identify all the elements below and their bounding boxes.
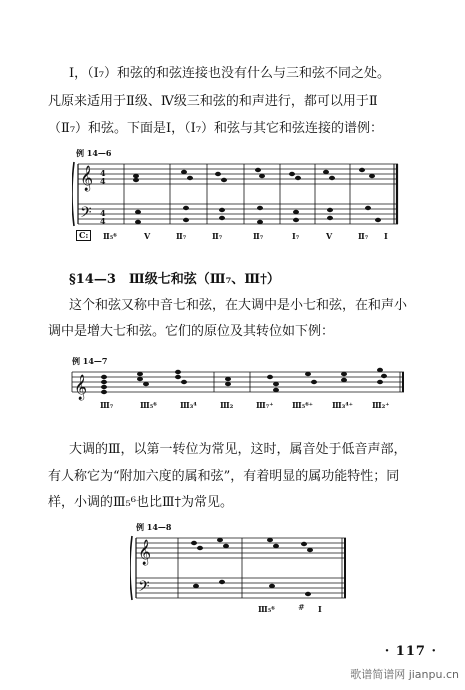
- paragraph-2-line-1: 这个和弦又称中音七和弦，在大调中是小七和弦，在和声小: [69, 298, 408, 313]
- chord-label: Ⅲ₅⁶⁺: [292, 400, 313, 410]
- chord-label: Ⅲ₃⁴: [180, 400, 197, 410]
- bass-clef-icon: 𝄢: [138, 578, 150, 599]
- svg-text:#: #: [298, 603, 305, 612]
- paragraph-1-line-1: Ⅰ，（Ⅰ₇）和弦的和弦连接也没有什么与三和弦不同之处。: [69, 66, 390, 81]
- chord-label: Ⅲ₂: [220, 400, 234, 410]
- svg-text:4: 4: [100, 176, 106, 186]
- chord-label: Ⅲ₅⁶: [140, 400, 157, 410]
- chord-label: Ⅲ₇⁺: [256, 400, 274, 410]
- chord-label: Ⅱ₇: [212, 231, 223, 241]
- svg-text:4: 4: [100, 168, 106, 178]
- paragraph-3-line-3: 样，小调的Ⅲ₅⁶也比Ⅲ†为常见。: [48, 495, 233, 510]
- example-1-score: [72, 156, 402, 246]
- chord-label: Ⅰ: [384, 231, 388, 241]
- paragraph-1-line-2: 凡原来适用于Ⅱ级、Ⅳ级三和弦的和声进行，都可以用于Ⅱ: [48, 94, 378, 109]
- paragraph-3-line-2: 有人称它为“附加六度的属和弦”，有着明显的属功能特性；同: [48, 469, 400, 484]
- chord-label: Ⅴ: [326, 231, 333, 241]
- example-1-key-marker: C:: [76, 230, 91, 241]
- example-2-staff: [68, 364, 408, 404]
- example-2-label: 例 14—7: [72, 356, 108, 366]
- paragraph-1-line-3: （Ⅱ₇）和弦。下面是Ⅰ，（Ⅰ₇）和弦与其它和弦连接的谱例：: [48, 121, 384, 136]
- chord-label: Ⅰ: [318, 604, 322, 614]
- chord-label: Ⅲ₂⁺: [372, 400, 390, 410]
- chord-label: Ⅲ₅⁶: [258, 604, 275, 614]
- example-1-staff: [72, 156, 402, 246]
- svg-text:4: 4: [100, 216, 106, 226]
- example-3-score: [130, 530, 350, 614]
- svg-text:4: 4: [100, 208, 106, 218]
- example-1-label: 例 14—6: [76, 148, 112, 158]
- example-3-label: 例 14—8: [136, 522, 172, 532]
- chord-label: Ⅲ₇: [100, 400, 114, 410]
- treble-clef-icon: 𝄞: [138, 540, 152, 565]
- chord-label: Ⅱ₇: [176, 231, 187, 241]
- chord-label: Ⅱ₅⁶: [103, 231, 117, 241]
- example-3-staff: [130, 530, 350, 614]
- chord-label: Ⅱ₇: [253, 231, 264, 241]
- paragraph-3-line-1: 大调的Ⅲ，以第一转位为常见，这时，属音处于低音声部，: [69, 442, 407, 457]
- section-heading: §14—3 Ⅲ级七和弦（Ⅲ₇、Ⅲ†）: [69, 272, 280, 287]
- bass-clef-icon: 𝄢: [80, 204, 92, 225]
- treble-clef-icon: 𝄞: [74, 375, 88, 400]
- treble-clef-icon: 𝄞: [80, 166, 94, 191]
- chord-label: Ⅲ₃⁴⁺: [332, 400, 353, 410]
- chord-label: Ⅱ₇: [358, 231, 369, 241]
- chord-label: Ⅰ₇: [292, 231, 300, 241]
- watermark: 歌谱简谱网 jianpu.cn: [350, 668, 459, 681]
- paragraph-2-line-2: 调中是增大七和弦。它们的原位及其转位如下例：: [48, 324, 335, 339]
- chord-label: Ⅴ: [144, 231, 151, 241]
- example-2-score: [68, 364, 408, 404]
- page-number: · 117 ·: [384, 644, 437, 659]
